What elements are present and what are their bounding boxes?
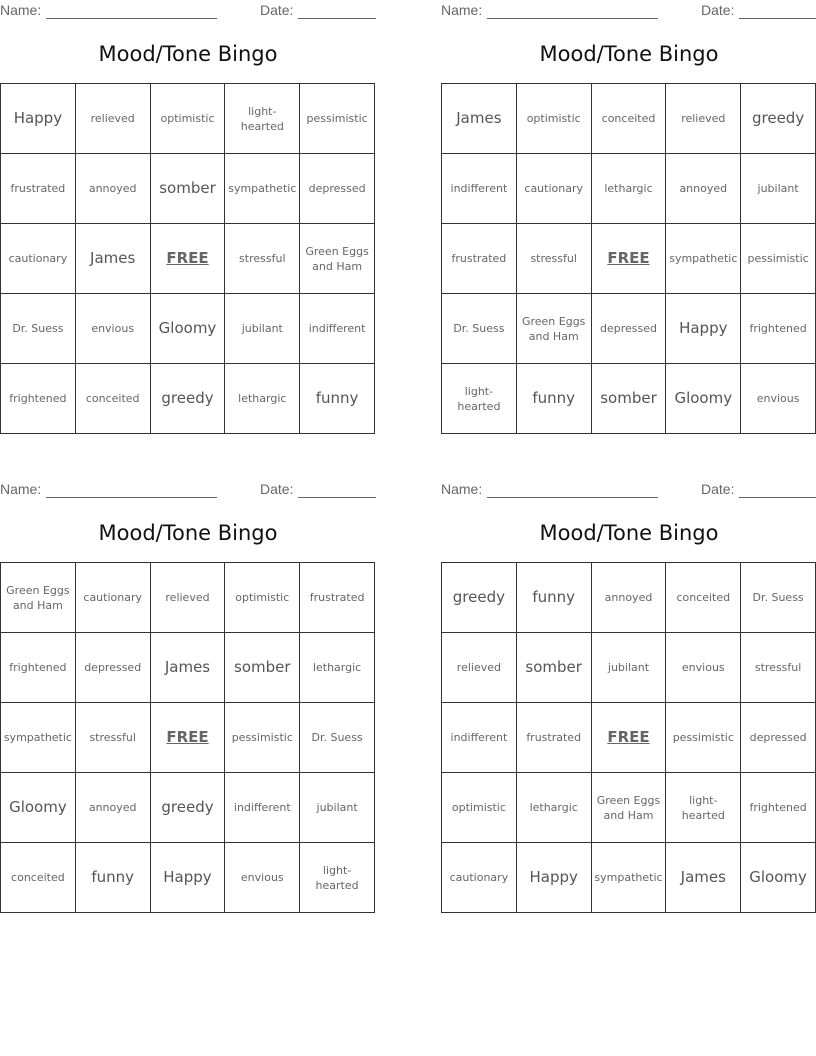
bingo-cell: light-hearted: [300, 843, 375, 913]
bingo-cell: frightened: [1, 364, 76, 434]
bingo-cell: Dr. Suess: [741, 563, 816, 633]
bingo-cell: sympathetic: [225, 154, 300, 224]
card-title: Mood/Tone Bingo: [98, 521, 278, 545]
bingo-cell: optimistic: [517, 84, 592, 154]
bingo-cell: relieved: [666, 84, 741, 154]
bingo-cell: conceited: [666, 563, 741, 633]
bingo-cell: stressful: [76, 703, 151, 773]
bingo-grid: [0, 83, 375, 434]
bingo-cell: funny: [300, 364, 375, 434]
bingo-cell: cautionary: [442, 843, 517, 913]
date-label: Date:: [260, 2, 294, 18]
bingo-cell: pessimistic: [741, 224, 816, 294]
bingo-cell: jubilant: [300, 773, 375, 843]
bingo-cell: lethargic: [225, 364, 300, 434]
bingo-cell: Green Eggs and Ham: [592, 773, 667, 843]
date-label: Date:: [701, 2, 735, 18]
bingo-cell: Gloomy: [666, 364, 741, 434]
date-blank: [739, 18, 816, 19]
bingo-cell: James: [666, 843, 741, 913]
bingo-cell: somber: [517, 633, 592, 703]
bingo-cell: depressed: [76, 633, 151, 703]
bingo-cell: jubilant: [592, 633, 667, 703]
bingo-cell: indifferent: [442, 154, 517, 224]
bingo-card-2: [441, 0, 816, 440]
bingo-cell: envious: [225, 843, 300, 913]
free-space: FREE: [592, 224, 667, 294]
bingo-cell: depressed: [741, 703, 816, 773]
bingo-cell: light-hearted: [442, 364, 517, 434]
bingo-cell: lethargic: [592, 154, 667, 224]
bingo-cell: Gloomy: [741, 843, 816, 913]
bingo-cell: jubilant: [225, 294, 300, 364]
bingo-cell: annoyed: [76, 773, 151, 843]
name-label: Name:: [0, 481, 42, 497]
bingo-cell: sympathetic: [666, 224, 741, 294]
bingo-cell: frustrated: [300, 563, 375, 633]
bingo-cell: Happy: [517, 843, 592, 913]
bingo-cell: stressful: [225, 224, 300, 294]
bingo-cell: stressful: [517, 224, 592, 294]
bingo-cell: relieved: [76, 84, 151, 154]
bingo-cell: somber: [592, 364, 667, 434]
name-blank: [46, 18, 217, 19]
bingo-cell: light-hearted: [666, 773, 741, 843]
bingo-cell: indifferent: [300, 294, 375, 364]
bingo-cell: funny: [517, 563, 592, 633]
free-space: FREE: [592, 703, 667, 773]
card-title: Mood/Tone Bingo: [539, 521, 719, 545]
bingo-cell: funny: [76, 843, 151, 913]
bingo-cell: envious: [741, 364, 816, 434]
bingo-cell: sympathetic: [1, 703, 76, 773]
name-label: Name:: [0, 2, 42, 18]
bingo-grid: [0, 562, 375, 913]
bingo-cell: frustrated: [517, 703, 592, 773]
name-date-line: [0, 2, 376, 20]
bingo-cell: Gloomy: [151, 294, 226, 364]
bingo-cell: Dr. Suess: [1, 294, 76, 364]
date-label: Date:: [260, 481, 294, 497]
bingo-cell: envious: [76, 294, 151, 364]
bingo-cell: Green Eggs and Ham: [1, 563, 76, 633]
bingo-cell: annoyed: [76, 154, 151, 224]
bingo-cell: conceited: [76, 364, 151, 434]
bingo-cell: greedy: [741, 84, 816, 154]
bingo-cell: cautionary: [76, 563, 151, 633]
bingo-cell: lethargic: [517, 773, 592, 843]
bingo-cell: Dr. Suess: [442, 294, 517, 364]
bingo-cell: pessimistic: [666, 703, 741, 773]
bingo-cell: depressed: [300, 154, 375, 224]
bingo-card-4: [441, 479, 816, 919]
bingo-cell: Gloomy: [1, 773, 76, 843]
card-title: Mood/Tone Bingo: [98, 42, 278, 66]
card-title: Mood/Tone Bingo: [539, 42, 719, 66]
bingo-cell: frustrated: [1, 154, 76, 224]
bingo-cell: conceited: [1, 843, 76, 913]
date-label: Date:: [701, 481, 735, 497]
bingo-card-3: [0, 479, 376, 919]
bingo-cell: James: [151, 633, 226, 703]
bingo-cell: optimistic: [442, 773, 517, 843]
bingo-cell: jubilant: [741, 154, 816, 224]
name-label: Name:: [441, 481, 483, 497]
free-space: FREE: [151, 703, 226, 773]
bingo-cell: relieved: [151, 563, 226, 633]
bingo-cell: conceited: [592, 84, 667, 154]
name-label: Name:: [441, 2, 483, 18]
name-blank: [487, 18, 658, 19]
bingo-cell: envious: [666, 633, 741, 703]
bingo-cell: somber: [151, 154, 226, 224]
bingo-cell: Happy: [1, 84, 76, 154]
bingo-cell: frustrated: [442, 224, 517, 294]
bingo-cell: optimistic: [151, 84, 226, 154]
bingo-cell: funny: [517, 364, 592, 434]
name-date-line: [0, 481, 376, 499]
bingo-cell: Happy: [666, 294, 741, 364]
name-blank: [487, 497, 658, 498]
bingo-cell: optimistic: [225, 563, 300, 633]
bingo-cell: stressful: [741, 633, 816, 703]
bingo-cell: James: [76, 224, 151, 294]
date-blank: [298, 497, 376, 498]
bingo-grid: [441, 83, 816, 434]
bingo-card-1: [0, 0, 376, 440]
bingo-cell: Green Eggs and Ham: [517, 294, 592, 364]
bingo-cell: sympathetic: [592, 843, 667, 913]
bingo-cell: Dr. Suess: [300, 703, 375, 773]
bingo-cell: greedy: [442, 563, 517, 633]
bingo-cell: pessimistic: [300, 84, 375, 154]
bingo-cell: Happy: [151, 843, 226, 913]
bingo-cell: greedy: [151, 773, 226, 843]
bingo-cell: frightened: [1, 633, 76, 703]
bingo-cell: indifferent: [225, 773, 300, 843]
bingo-cell: James: [442, 84, 517, 154]
bingo-cell: cautionary: [517, 154, 592, 224]
name-date-line: [441, 481, 816, 499]
bingo-cell: somber: [225, 633, 300, 703]
bingo-cell: pessimistic: [225, 703, 300, 773]
bingo-cell: cautionary: [1, 224, 76, 294]
bingo-cell: indifferent: [442, 703, 517, 773]
bingo-cell: lethargic: [300, 633, 375, 703]
date-blank: [739, 497, 816, 498]
bingo-cell: annoyed: [592, 563, 667, 633]
bingo-cell: frightened: [741, 773, 816, 843]
name-blank: [46, 497, 217, 498]
bingo-cell: Green Eggs and Ham: [300, 224, 375, 294]
free-space: FREE: [151, 224, 226, 294]
bingo-cell: annoyed: [666, 154, 741, 224]
name-date-line: [441, 2, 816, 20]
bingo-cell: greedy: [151, 364, 226, 434]
bingo-cell: relieved: [442, 633, 517, 703]
date-blank: [298, 18, 376, 19]
bingo-cell: frightened: [741, 294, 816, 364]
bingo-cell: depressed: [592, 294, 667, 364]
bingo-cell: light-hearted: [225, 84, 300, 154]
bingo-grid: [441, 562, 816, 913]
